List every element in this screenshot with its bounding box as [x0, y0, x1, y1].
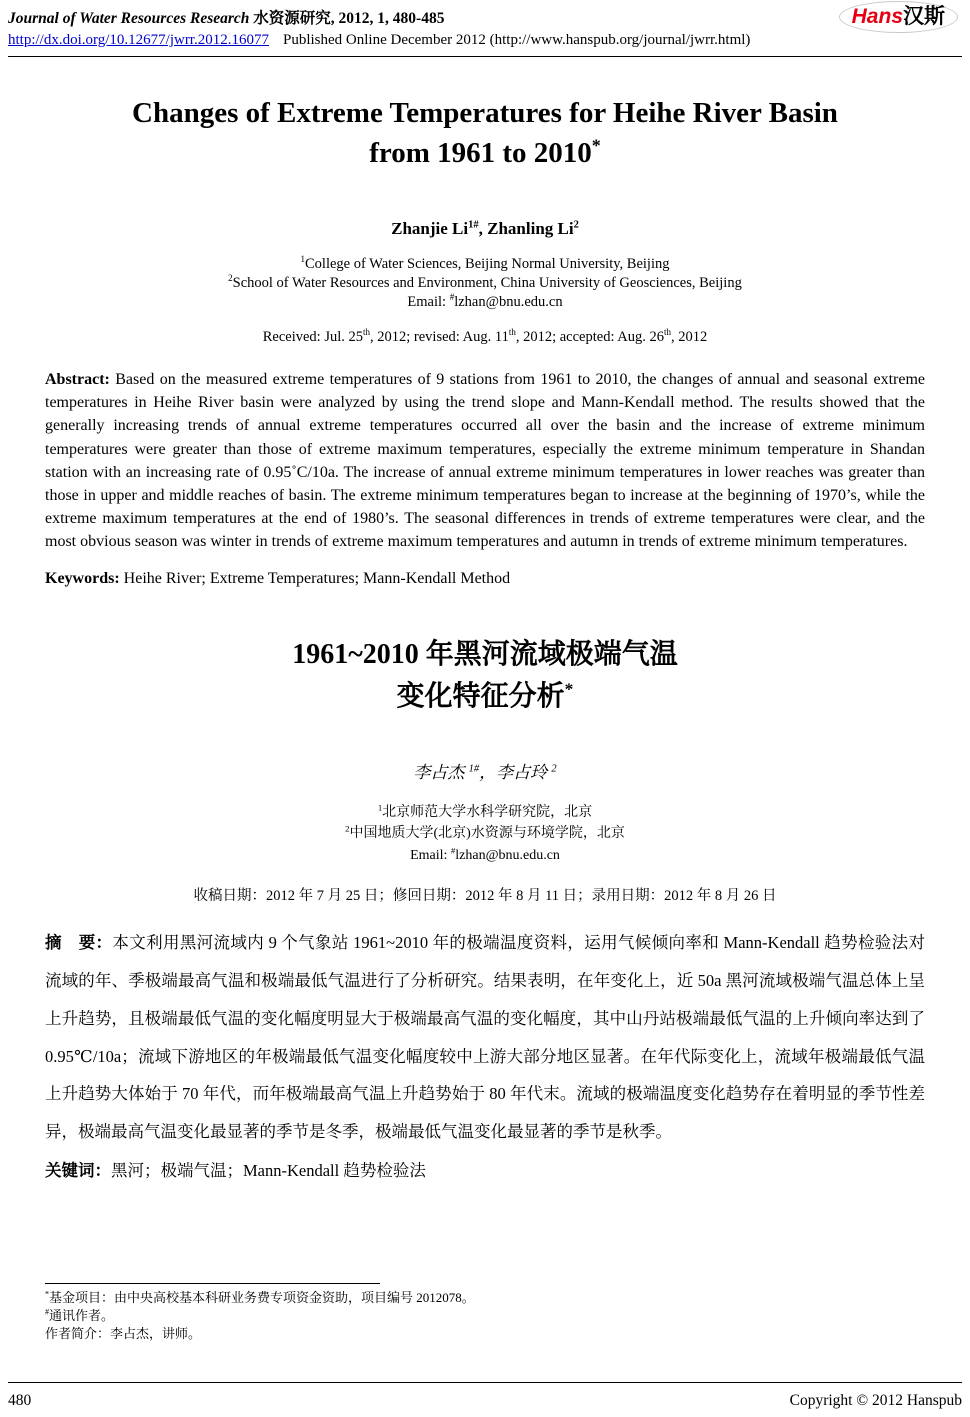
cn-affiliation-2-superscript: 2 — [345, 823, 350, 834]
footnotes-block — [45, 1283, 925, 1344]
title-footnote-mark: * — [591, 135, 601, 156]
page-footer — [8, 1382, 962, 1410]
received-part-2: , 2012; revised: Aug. 11 — [370, 329, 509, 346]
cn-title-line-2: 变化特征分析 — [396, 680, 565, 712]
article-title-cn — [45, 634, 925, 718]
footnote-author-bio-text: 作者简介：李占杰，讲师。 — [45, 1326, 202, 1342]
affiliation-2-superscript: 2 — [228, 273, 233, 284]
author-separator: , — [478, 219, 488, 239]
keywords-label-cn: 关键词： — [45, 1161, 111, 1181]
email-address: lzhan@bnu.edu.cn — [454, 294, 563, 311]
affiliation-2 — [45, 274, 925, 293]
keywords-text-cn: 黑河；极端气温；Mann-Kendall 趋势检验法 — [111, 1161, 426, 1181]
cn-email-label: Email: — [410, 848, 451, 864]
keywords-text-en: Heihe River; Extreme Temperatures; Mann-Kendall Method — [123, 569, 511, 587]
abstract-text-cn: 本文利用黑河流域内 9 个气象站 1961~2010 年的极端温度资料，运用气候倾向率和 Mann-Kendall 趋势检验法对流域的年、季极端最高气温和极端最低气温进行了分析研究。结果表明，在年变化上，近 50a 黑河流域极端气温总体上呈上升趋势，且极端最低气温的变化幅度明显大于极端最高气温的变化幅度，其中山丹站极端最低气温的上升倾向率达到了 0.95℃/10a；流域下游地区的年极端最低气温变化幅度较中上游大部分地区显著。在年代际变化上，流域年极端最低气温上升趋势大体始于 70 年代，而年极端最高气温上升趋势始于 80 年代末。流域的极端温度变化趋势存在着明显的季节性差异，极端最高气温变化最显著的季节是冬季，极端最低气温变化最显著的季节是秋季。 — [45, 932, 926, 1142]
footnote-funding-text: 基金项目：由中央高校基本科研业务费专项资金资助，项目编号 2012078。 — [49, 1290, 475, 1305]
cn-affiliation-1 — [45, 802, 925, 824]
doi-line — [8, 32, 962, 49]
author-2-superscript: 2 — [573, 219, 579, 231]
cn-title-footnote-mark: * — [564, 679, 574, 699]
email-label: Email: — [407, 294, 450, 311]
received-part-3: , 2012; accepted: Aug. 26 — [515, 329, 665, 346]
article-body — [0, 93, 970, 1181]
cn-dates-text: 收稿日期：2012 年 7 月 25 日；修回日期：2012 年 8 月 11 日；录用日期：2012 年 8 月 26 日 — [193, 887, 777, 904]
author-2-name: Zhanling Li — [487, 219, 574, 239]
cn-author-1-name: 李占杰 — [413, 762, 465, 782]
footnote-corresponding-author — [45, 1307, 925, 1325]
cn-author-1-superscript: 1# — [468, 763, 480, 774]
affiliations-en — [45, 255, 925, 312]
received-part-4: , 2012 — [671, 329, 708, 346]
journal-name: Journal of Water Resources Research — [8, 10, 250, 27]
author-1-superscript: 1# — [468, 219, 479, 231]
email-line-en — [45, 293, 925, 312]
published-online-info: Published Online December 2012 (http://www.hanspub.org/journal/jwrr.html) — [282, 32, 751, 48]
email-superscript: # — [449, 292, 455, 303]
footnote-funding-mark: * — [45, 1289, 50, 1299]
abstract-en — [45, 368, 925, 552]
author-1-name: Zhanjie Li — [391, 219, 469, 239]
keywords-en — [45, 570, 925, 588]
hans-logo-chinese: 汉斯 — [903, 5, 945, 28]
footnote-funding — [45, 1289, 925, 1307]
affiliation-1-superscript: 1 — [300, 254, 305, 265]
article-title-en — [45, 93, 925, 173]
title-line-2: from 1961 to 2010 — [369, 137, 592, 170]
cn-email-address: lzhan@bnu.edu.cn — [455, 848, 560, 864]
cn-email-superscript: # — [450, 845, 456, 856]
cn-affiliation-2 — [45, 823, 925, 845]
received-sup-1: th — [363, 327, 371, 338]
received-part-1: Received: Jul. 25 — [262, 329, 364, 346]
page-number: 480 — [8, 1392, 32, 1409]
cn-affiliation-1-superscript: 1 — [377, 802, 383, 812]
footnote-corresponding-mark: # — [45, 1307, 50, 1317]
received-sup-3: th — [664, 327, 672, 338]
copyright-notice: Copyright © 2012 Hanspub — [789, 1392, 962, 1409]
cn-author-2-name: 李占玲 — [496, 762, 548, 782]
title-line-1: Changes of Extreme Temperatures for Heihe River Basin — [132, 97, 838, 129]
abstract-label-en: Abstract: — [45, 371, 110, 389]
journal-header — [0, 0, 970, 57]
footnote-corresponding-text: 通讯作者。 — [49, 1308, 115, 1324]
cn-author-separator: ， — [479, 762, 497, 782]
footnote-author-bio — [45, 1325, 925, 1343]
email-line-cn — [45, 845, 925, 867]
hans-logo-latin: Hans — [851, 5, 903, 28]
journal-title-line — [8, 6, 962, 28]
authors-line-en — [45, 219, 925, 239]
footnote-divider — [45, 1283, 380, 1284]
abstract-label-cn: 摘 要： — [45, 932, 113, 952]
cn-title-line-1: 1961~2010 年黑河流域极端气温 — [292, 638, 678, 670]
affiliation-1-text: College of Water Sciences, Beijing Normal University, Beijing — [305, 256, 670, 273]
keywords-cn — [45, 1157, 925, 1181]
affiliation-1 — [45, 255, 925, 274]
header-divider — [8, 56, 962, 57]
abstract-text-en: Based on the measured extreme temperatures of 9 stations from 1961 to 2010, the changes of annual and seasonal extreme temperatures in Heihe River basin were analyzed by using the trend slope and Mann-Kendall method. The results showed that the generally increasing trends of annual extreme temperatures occurred all over the basin and the increase of extreme minimum temperatures were greater than those of extreme maximum temperatures, especially the extreme minimum temperature in Shandan station with an increasing rate of 0.95˚C/10a. The increase of annual extreme minimum temperatures in lower reaches was greater than those in upper and middle reaches of basin. The extreme minimum temperatures began to increase at the beginning of 1970’s, while the extreme maximum temperatures at the end of 1980’s. The seasonal differences in trends of extreme temperatures were clear, and the most obvious season was winter in trends of extreme maximum temperatures and autumn in trends of extreme minimum temperatures. — [45, 371, 926, 550]
journal-issue-info: 水资源研究, 2012, 1, 480-485 — [249, 10, 445, 27]
received-line-en — [45, 329, 925, 346]
authors-line-cn — [45, 758, 925, 783]
affiliation-2-text: School of Water Resources and Environment, China University of Geosciences, Beijing — [232, 275, 742, 292]
dates-line-cn — [45, 884, 925, 905]
cn-affiliation-2-text: 中国地质大学(北京)水资源与环境学院，北京 — [349, 826, 625, 842]
cn-author-2-superscript: 2 — [551, 763, 557, 774]
doi-link[interactable]: http://dx.doi.org/10.12677/jwrr.2012.16077 — [8, 32, 269, 48]
affiliations-cn — [45, 802, 925, 867]
abstract-cn — [45, 924, 925, 1152]
cn-affiliation-1-text: 北京师范大学水科学研究院，北京 — [382, 804, 593, 820]
received-sup-2: th — [508, 327, 516, 338]
hans-publisher-logo — [839, 1, 958, 33]
keywords-label-en: Keywords: — [45, 569, 120, 587]
